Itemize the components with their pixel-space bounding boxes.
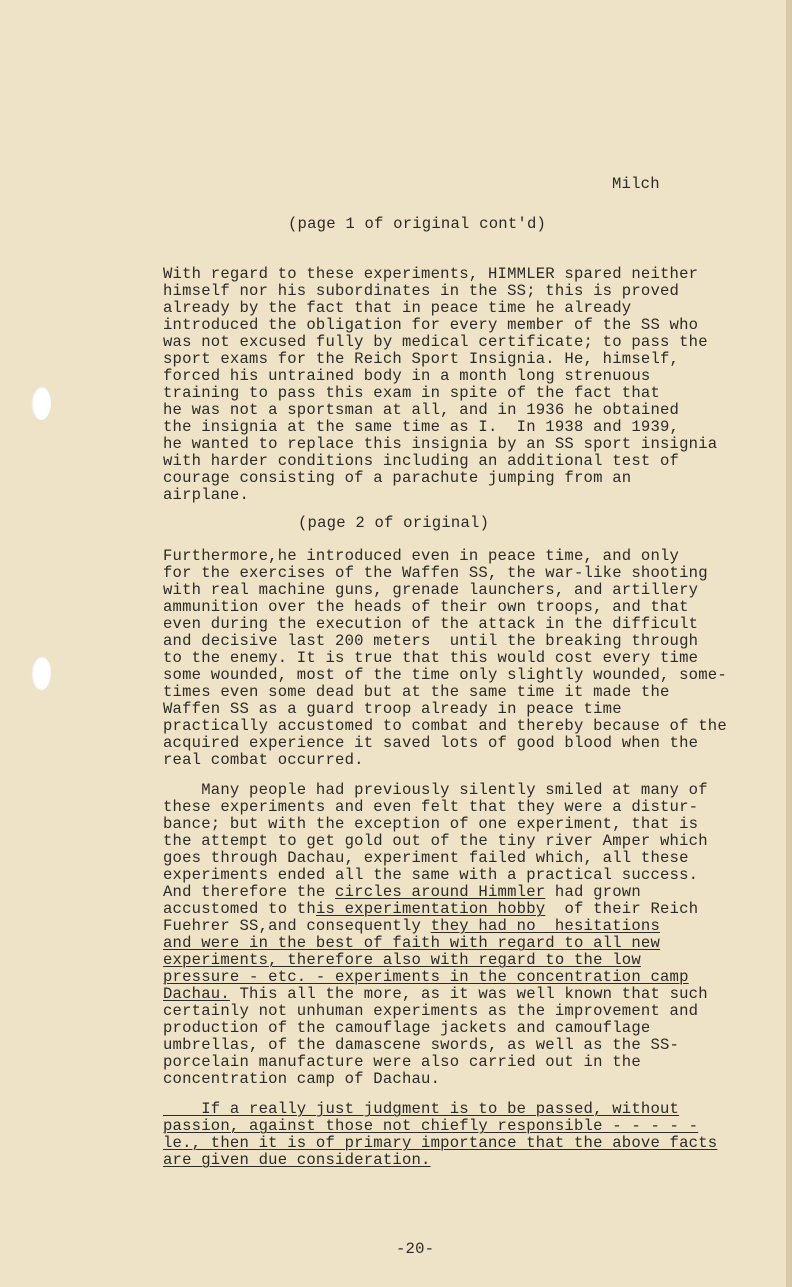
text-line: already by the fact that in peace time he already [163, 299, 632, 317]
text-line: some wounded, most of the time only slightly wounded, some- [163, 666, 727, 684]
text-line: training to pass this exam in spite of the fact that [163, 384, 661, 402]
text-line: he wanted to replace this insignia by an SS sport insignia [163, 435, 718, 453]
text-line: was not excused fully by medical certificate; to pass the [163, 333, 708, 351]
text-line: and decisive last 200 meters until the breaking through [163, 632, 699, 650]
heading-page2: (page 2 of original) [298, 514, 490, 532]
text-span: accustomed to th [163, 900, 316, 918]
text-line: himself nor his subordinates in the SS; this is proved [163, 282, 680, 300]
underlined-text-line: experiments, therefore also with regard to the low [163, 951, 641, 969]
underlined-text: they had no hesitations [430, 917, 661, 935]
text-line: bance; but with the exception of one experiment, that is [163, 815, 699, 833]
text-line: umbrellas, of the damascene swords, as well as the SS- [163, 1036, 680, 1054]
text-line: concentration camp of Dachau. [163, 1070, 441, 1088]
text-line: Many people had previously silently smiled at many of [163, 781, 708, 799]
text-line: with real machine guns, grenade launchers, and artillery [163, 581, 699, 599]
text-line: for the exercises of the Waffen SS, the war-like shooting [163, 564, 708, 582]
text-line: certainly not unhuman experiments as the improvement and [163, 1002, 699, 1020]
punch-hole [31, 386, 51, 420]
text-line: he was not a sportsman at all, and in 1936 he obtained [163, 401, 680, 419]
text-line: experiments ended all the same with a practical success. [163, 866, 699, 884]
text-span: had grown [545, 883, 641, 901]
underlined-text-line: pressure - etc. - experiments in the concentration camp [163, 968, 689, 986]
text-line: acquired experience it saved lots of good blood when the [163, 734, 699, 752]
underlined-text: circles around Himmler [335, 883, 546, 901]
header-name: Milch [612, 175, 660, 193]
text-line: practically accustomed to combat and thereby because of the [163, 717, 727, 735]
text-line: introduced the obligation for every member of the SS who [163, 316, 699, 334]
text-line: porcelain manufacture were also carried out in the [163, 1053, 641, 1071]
heading-page1-cont: (page 1 of original cont'd) [288, 215, 547, 233]
text-line [163, 986, 708, 1003]
text-line: even during the execution of the attack in the difficult [163, 615, 699, 633]
underlined-text-line: If a really just judgment is to be passed, without [163, 1100, 680, 1118]
underlined-text: Dachau. [163, 985, 230, 1003]
text-line: forced his untrained body in a month long strenuous [163, 367, 651, 385]
text-line: airplane. [163, 486, 250, 504]
text-line: real combat occurred. [163, 751, 364, 769]
text-line: production of the camouflage jackets and camouflage [163, 1019, 651, 1037]
underlined-text-line: are given due consideration. [163, 1151, 431, 1169]
text-line: Furthermore,he introduced even in peace time, and only [163, 547, 680, 565]
text-line [163, 901, 698, 918]
text-line: these experiments and even felt that they were a distur- [163, 798, 699, 816]
text-span: Fuehrer SS,and consequently [163, 917, 431, 935]
underlined-text: is experimentation hobby [315, 900, 546, 918]
text-line: Waffen SS as a guard troop already in peace time [163, 700, 622, 718]
text-line: to the enemy. It is true that this would cost every time [163, 649, 699, 667]
text-line: goes through Dachau, experiment failed which, all these [163, 849, 689, 867]
underlined-text-line: passion, against those not chiefly responsible - - - - - [163, 1117, 699, 1135]
text-line: times even some dead but at the same time it made the [163, 683, 670, 701]
text-line: the attempt to get gold out of the tiny river Amper which [163, 832, 708, 850]
text-line: the insignia at the same time as I. In 1938 and 1939, [163, 418, 680, 436]
text-line [163, 884, 641, 901]
underlined-text-line: le., then it is of primary importance that the above facts [163, 1134, 718, 1152]
text-line: ammunition over the heads of their own troops, and that [163, 598, 689, 616]
underlined-text-line: and were in the best of faith with regard to all new [163, 934, 661, 952]
text-line: sport exams for the Reich Sport Insignia. He, himself, [163, 350, 680, 368]
text-line: with harder conditions including an additional test of [163, 452, 680, 470]
text-line [163, 918, 660, 935]
text-span: of their Reich [545, 900, 699, 918]
text-span: And therefore the [163, 883, 336, 901]
text-line: courage consisting of a parachute jumping from an [163, 469, 632, 487]
punch-hole [31, 656, 51, 690]
text-line: With regard to these experiments, HIMMLER spared neither [163, 265, 699, 283]
page-number: -20- [396, 1240, 435, 1258]
text-span: This all the more, as it was well known that such [229, 985, 708, 1003]
